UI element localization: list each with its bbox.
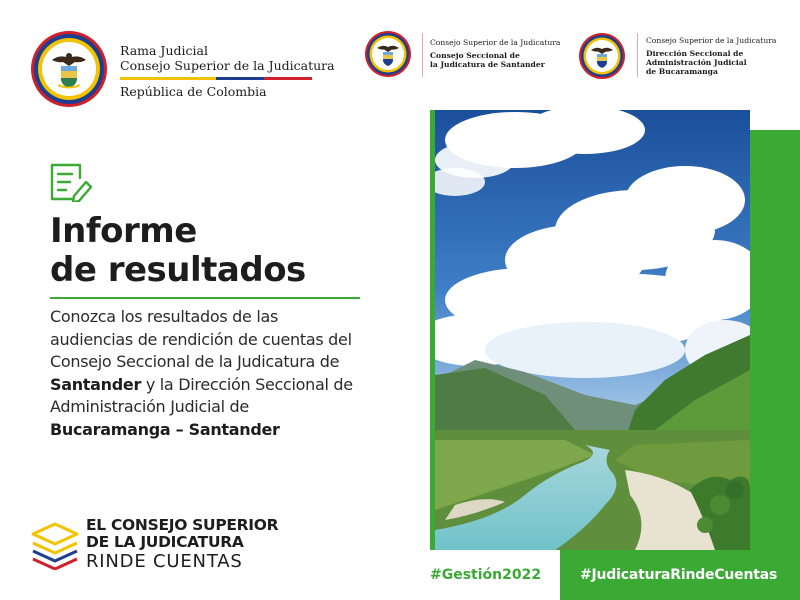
hashtag-rinde-cuentas: #JudicaturaRindeCuentas bbox=[580, 567, 778, 583]
consejo-superior-label: Consejo Superior de la Judicatura bbox=[120, 58, 335, 73]
colombia-flag-rule bbox=[120, 77, 312, 80]
rinde-line3: RINDE CUENTAS bbox=[86, 551, 243, 572]
description-paragraph bbox=[50, 306, 360, 442]
partner1-text-block bbox=[430, 38, 560, 69]
partner1-line2: la Judicatura de Santander bbox=[430, 60, 545, 69]
rinde-cuentas-logo-icon bbox=[30, 520, 80, 570]
rinde-line2: DE LA JUDICATURA bbox=[86, 533, 244, 551]
rama-judicial-logo bbox=[30, 30, 108, 108]
description-bold-santander: Santander bbox=[50, 374, 142, 394]
green-accent-panel bbox=[750, 130, 800, 600]
partner2-line1: Dirección Seccional de bbox=[646, 49, 744, 58]
partner1-top-label: Consejo Superior de la Judicatura bbox=[430, 38, 561, 47]
description-bold-bucaramanga: Bucaramanga – Santander bbox=[50, 419, 280, 439]
direccion-seccional-seal bbox=[578, 32, 626, 80]
description-part2: y la Dirección Seccional de Administración Judicial de bbox=[50, 374, 353, 417]
rinde-line1: EL CONSEJO SUPERIOR bbox=[86, 516, 279, 534]
partner2-line3: de Bucaramanga bbox=[646, 67, 718, 76]
partner2-top-label: Consejo Superior de la Judicatura bbox=[646, 36, 777, 45]
rama-judicial-text-block bbox=[120, 43, 335, 99]
page-title bbox=[50, 212, 306, 290]
canyon-landscape-photo bbox=[435, 110, 750, 550]
title-underline bbox=[50, 297, 360, 299]
document-edit-icon bbox=[50, 162, 96, 202]
rinde-cuentas-logo-text bbox=[86, 517, 278, 572]
title-line1: Informe bbox=[50, 211, 197, 251]
partner2-text-block bbox=[646, 36, 776, 76]
partner1-line1: Consejo Seccional de bbox=[430, 51, 520, 60]
header-divider bbox=[637, 33, 638, 77]
title-line2: de resultados bbox=[50, 250, 306, 290]
rama-judicial-label: Rama Judicial bbox=[120, 43, 208, 58]
header-divider bbox=[422, 33, 423, 77]
republica-label: República de Colombia bbox=[120, 84, 267, 99]
hashtag-gestion: #Gestión2022 bbox=[430, 567, 542, 583]
partner2-line2: Administración Judicial bbox=[646, 58, 747, 67]
description-part1: Conozca los resultados de las audiencias de rendición de cuentas del Consejo Seccional de la Judicatura de bbox=[50, 307, 352, 372]
consejo-seccional-seal bbox=[364, 30, 412, 78]
